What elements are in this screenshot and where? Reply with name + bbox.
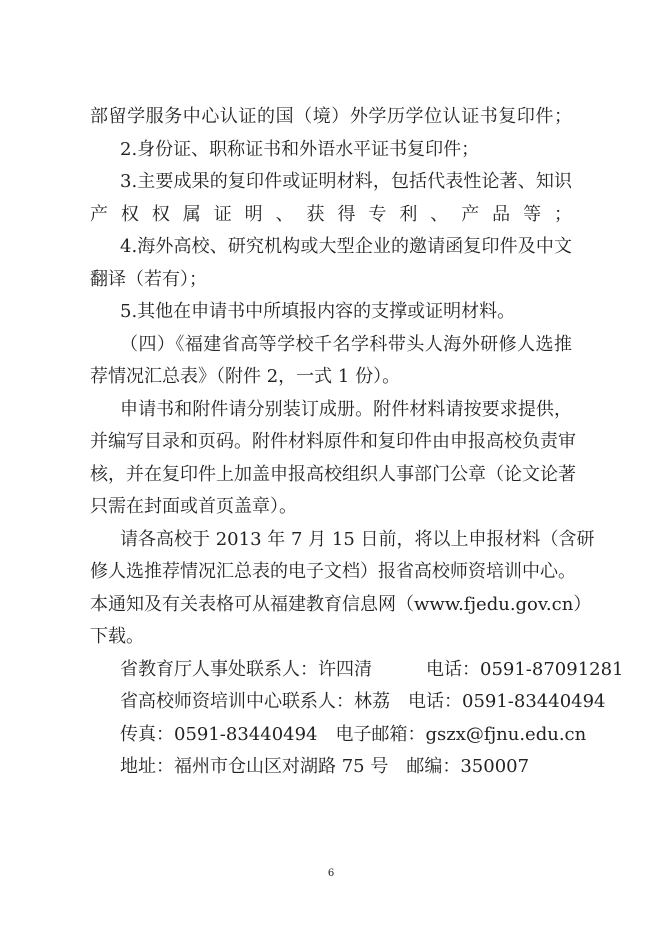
text-line: 2.身份证、职称证书和外语水平证书复印件； [120, 138, 480, 160]
text-line: 省教育厅人事处联系人：许四清 电话：0591-87091281 [120, 658, 624, 680]
text-line: 申请书和附件请分别装订成册。附件材料请按要求提供， [120, 398, 572, 420]
page-number: 6 [327, 868, 335, 879]
text-line: 并编写目录和页码。附件材料原件和复印件由申报高校负责审 [90, 431, 576, 452]
text-line: 地址：福州市仓山区对湖路 75 号 邮编：350007 [120, 756, 530, 777]
text-line: 本通知及有关表格可从福建教育信息网（www.fjedu.gov.cn） [90, 593, 592, 615]
text-line: （四）《福建省高等学校千名学科带头人海外研修人选推 [120, 333, 572, 355]
text-line: 修人选推荐情况汇总表的电子文档）报省高校师资培训中心。 [90, 561, 576, 582]
text-line: 荐情况汇总表》（附件 2，一式 1 份）。 [90, 366, 401, 387]
text-line: 产权权属证明、获得专利、产品等； [90, 203, 572, 225]
text-line: 5.其他在申请书中所填报内容的支撑或证明材料。 [120, 301, 516, 322]
text-line: 只需在封面或首页盖章）。 [90, 496, 297, 517]
text-line: 请各高校于 2013 年 7 月 15 日前，将以上申报材料（含研 [120, 528, 595, 550]
text-line: 部留学服务中心认证的国（境）外学历学位认证书复印件； [90, 106, 572, 127]
text-line: 4.海外高校、研究机构或大型企业的邀请函复印件及中文 [120, 236, 572, 257]
text-line: 核，并在复印件上加盖申报高校组织人事部门公章（论文论著 [90, 463, 576, 485]
text-line: 传真：0591-83440494 电子邮箱：gszx@fjnu.edu.cn [120, 723, 587, 745]
text-line: 省高校师资培训中心联系人：林荔 电话：0591-83440494 [120, 691, 606, 712]
text-line: 3.主要成果的复印件或证明材料，包括代表性论著、知识 [120, 171, 572, 192]
text-line: 下载。 [90, 626, 144, 647]
text-line: 翻译（若有）； [90, 268, 207, 290]
